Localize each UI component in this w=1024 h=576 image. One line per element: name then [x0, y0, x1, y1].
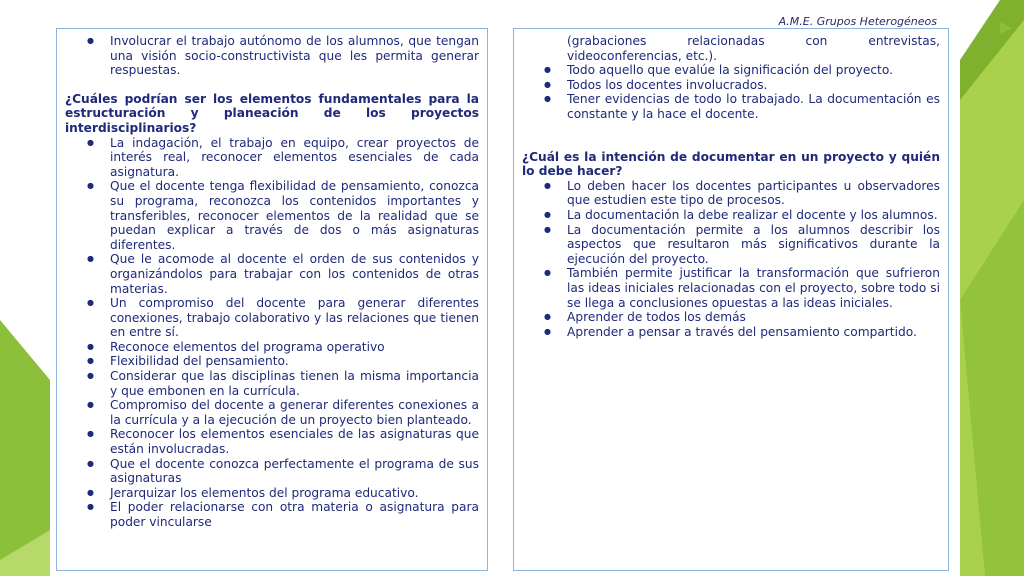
structure-elements-list [65, 136, 479, 530]
list-item: ● Jerarquizar los elementos del programa educativo. [110, 486, 479, 501]
list-item: ● Aprender a pensar a través del pensamiento compartido. [567, 325, 940, 340]
list-item: ● Reconocer los elementos esenciales de las asignaturas que están involucradas. [110, 427, 479, 456]
right-text-panel [513, 28, 949, 571]
continued-text: (grabaciones relacionadas con entrevistas, videoconferencias, etc.). [567, 34, 940, 63]
list-item: ● La documentación permite a los alumnos describir los aspectos que resultaron más significativos durante la ejecución del proyecto. [567, 223, 940, 267]
list-item: ● El poder relacionarse con otra materia o asignatura para poder vincularse [110, 500, 479, 529]
documentation-list-top [522, 63, 940, 121]
list-item: ● Todo aquello que evalúe la significación del proyecto. [567, 63, 940, 78]
list-item: ● Un compromiso del docente para generar diferentes conexiones, trabajo colaborativo y las relaciones que tienen en entre sí. [110, 296, 479, 340]
list-item: ● Compromiso del docente a generar diferentes conexiones a la currícula y a la ejecución de un proyecto bien planteado. [110, 398, 479, 427]
list-item: ● Lo deben hacer los docentes participantes u observadores que estudien este tipo de procesos. [567, 179, 940, 208]
list-item: ● Que le acomode al docente el orden de sus contenidos y organizándolos para trabajar con los contenidos de otras materias. [110, 252, 479, 296]
list-item: ● La indagación, el trabajo en equipo, crear proyectos de interés real, reconocer elementos esenciales de cada asignatura. [110, 136, 479, 180]
intro-list [65, 34, 479, 78]
list-item: ● Todos los docentes involucrados. [567, 78, 940, 93]
slide [50, 12, 957, 576]
question-heading-documentation: ¿Cuál es la intención de documentar en un proyecto y quién lo debe hacer? [522, 149, 940, 179]
list-item: ● La documentación la debe realizar el docente y los alumnos. [567, 208, 940, 223]
list-item: ● Que el docente tenga flexibilidad de pensamiento, conozca su programa, reconozca los contenidos importantes y transferibles, reconocer elementos de la realidad que se puedan explicar a través de dos o más asignaturas diferentes. [110, 179, 479, 252]
documentation-intent-list [522, 179, 940, 340]
list-item: ● Aprender de todos los demás [567, 310, 940, 325]
list-item: ● Considerar que las disciplinas tienen la misma importancia y que embonen en la currícula. [110, 369, 479, 398]
slide-header-title: A.M.E. Grupos Heterogéneos [778, 15, 937, 28]
list-item: ● Reconoce elementos del programa operativo [110, 340, 479, 355]
list-item: ● Flexibilidad del pensamiento. [110, 354, 479, 369]
list-item: ● También permite justificar la transformación que sufrieron las ideas iniciales relacionadas con el proyecto, sobre todo si se llega a conclusiones opuestas a las ideas iniciales. [567, 266, 940, 310]
list-item: ● Involucrar el trabajo autónomo de los alumnos, que tengan una visión socio-constructivista que les permita generar respuestas. [110, 34, 479, 78]
list-item: ● Tener evidencias de todo lo trabajado. La documentación es constante y la hace el docente. [567, 92, 940, 121]
left-text-panel [56, 28, 488, 571]
list-item: ● Que el docente conozca perfectamente el programa de sus asignaturas [110, 457, 479, 486]
question-heading-structure: ¿Cuáles podrían ser los elementos fundamentales para la estructuración y planeación de los proyectos interdisciplinarios? [65, 91, 479, 135]
